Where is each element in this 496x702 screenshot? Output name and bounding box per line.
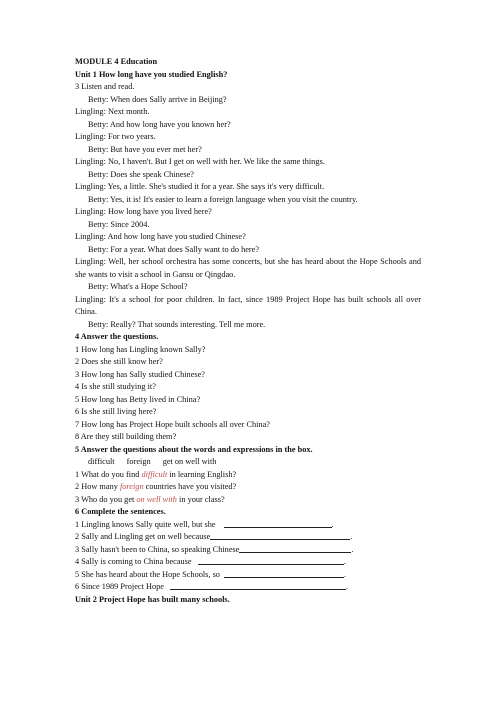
dialogue-line: Betty: What's a Hope School? bbox=[88, 282, 188, 291]
key-word: foreign bbox=[119, 482, 144, 491]
dialogue-line: Betty: Yes, it is! It's easier to learn a foreign language when you visit the country. bbox=[88, 194, 358, 204]
dialogue-line: Betty: Does she speak Chinese? bbox=[88, 169, 194, 179]
box-word: get on well with bbox=[162, 457, 217, 466]
dialogue bbox=[75, 94, 421, 332]
question-item: 7 How long has Project Hope built schools all over China? bbox=[75, 419, 270, 429]
module-title: MODULE 4 Education bbox=[75, 57, 158, 66]
dialogue-line: Lingling: Yes, a little. She's studied it for a year. She says it's very difficult. bbox=[75, 182, 325, 191]
section5-heading: 5 Answer the questions about the words and expressions in the box. bbox=[75, 444, 313, 454]
answer-blank[interactable] bbox=[170, 581, 349, 591]
question-item bbox=[75, 481, 421, 494]
section3-heading: 3 Listen and read. bbox=[75, 82, 135, 91]
sentence-text: 4 Sally is coming to China because bbox=[75, 557, 192, 566]
sentence-end: . bbox=[344, 569, 347, 579]
question-item: 8 Are they still building them? bbox=[75, 432, 177, 441]
dialogue-line: Betty: When does Sally arrive in Beijing? bbox=[88, 94, 227, 104]
answer-blank[interactable] bbox=[198, 556, 344, 565]
sentence-text: 5 She has heard about the Hope Schools, so bbox=[75, 569, 220, 579]
dialogue-line: Lingling: Well, her school orchestra has some concerts, but she has heard about the Hope Schools and she wants to visit a school in Gansu or Qingdao. bbox=[75, 257, 421, 279]
dialogue-line: Lingling: It's a school for poor children. In fact, since 1989 Project Hope has built schools all over China. bbox=[75, 294, 421, 316]
dialogue-line: Lingling: And how long have you studied Chinese? bbox=[75, 232, 246, 241]
dialogue-line: Lingling: How long have you lived here? bbox=[75, 207, 212, 216]
dialogue-line: Lingling: For two years. bbox=[75, 132, 156, 141]
sentence-text: 6 Since 1989 Project Hope bbox=[75, 582, 164, 591]
question-text: 3 Who do you get bbox=[75, 494, 137, 504]
sentence-end: . bbox=[350, 532, 353, 541]
section4-heading: 4 Answer the questions. bbox=[75, 332, 159, 341]
word-box bbox=[75, 456, 421, 469]
dialogue-line: Betty: But have you ever met her? bbox=[88, 144, 202, 154]
document-page bbox=[75, 56, 421, 606]
sentence-text: 3 Sally hasn't been to China, so speaking Chinese bbox=[75, 544, 240, 554]
sentence-end: . bbox=[343, 557, 346, 566]
sentence-end: . bbox=[331, 519, 334, 529]
question-text: 2 How many bbox=[75, 482, 120, 491]
answer-blank[interactable] bbox=[239, 544, 354, 554]
answer-blank[interactable] bbox=[210, 531, 353, 541]
question-item: 6 Is she still living here? bbox=[75, 407, 157, 416]
key-word: difficult bbox=[141, 469, 168, 479]
questions4-list bbox=[75, 344, 421, 444]
box-word: difficult bbox=[88, 457, 115, 466]
sentence-item bbox=[75, 556, 421, 569]
sentence-end: . bbox=[351, 544, 354, 554]
question-text: 1 What do you find bbox=[75, 469, 142, 479]
sentence-item bbox=[75, 569, 421, 582]
dialogue-line: Betty: Since 2004. bbox=[88, 219, 150, 229]
question-text: in your class? bbox=[176, 494, 225, 504]
answer-blank[interactable] bbox=[224, 519, 332, 528]
question-item: 2 Does she still know her? bbox=[75, 357, 163, 366]
question-item: 5 How long has Betty lived in China? bbox=[75, 394, 201, 404]
question-text: countries have you visited? bbox=[143, 482, 237, 491]
sentence-item bbox=[75, 581, 421, 594]
dialogue-line: Betty: For a year. What does Sally want to do here? bbox=[88, 244, 260, 254]
answer-blank[interactable] bbox=[224, 569, 347, 579]
sentence-item bbox=[75, 544, 421, 557]
sentence-text: 1 Lingling knows Sally quite well, but she bbox=[75, 519, 216, 529]
sentence-text: 2 Sally and Lingling get on well because bbox=[75, 532, 211, 541]
dialogue-line: Lingling: Next month. bbox=[75, 107, 150, 116]
questions5-list bbox=[75, 469, 421, 507]
dialogue-line: Lingling: No, I haven't. But I get on well with her. We like the same things. bbox=[75, 157, 325, 166]
dialogue-line: Betty: And how long have you known her? bbox=[88, 119, 231, 129]
sentences6-list bbox=[75, 519, 421, 594]
question-item bbox=[75, 494, 421, 507]
box-word: foreign bbox=[126, 457, 151, 466]
dialogue-line: Betty: Really? That sounds interesting. Tell me more. bbox=[88, 319, 266, 329]
question-item bbox=[75, 469, 421, 482]
question-text: in learning English? bbox=[167, 469, 237, 479]
question-item: 3 How long has Sally studied Chinese? bbox=[75, 369, 205, 379]
sentence-item bbox=[75, 531, 421, 544]
question-item: 1 How long has Lingling known Sally? bbox=[75, 344, 206, 354]
unit1-title: Unit 1 How long have you studied English? bbox=[75, 69, 228, 79]
section6-heading: 6 Complete the sentences. bbox=[75, 507, 166, 516]
key-word: on well with bbox=[136, 494, 177, 504]
sentence-item bbox=[75, 519, 421, 532]
sentence-end: . bbox=[346, 582, 349, 591]
question-item: 4 Is she still studying it? bbox=[75, 382, 156, 391]
unit2-title: Unit 2 Project Hope has built many schools. bbox=[75, 594, 230, 604]
